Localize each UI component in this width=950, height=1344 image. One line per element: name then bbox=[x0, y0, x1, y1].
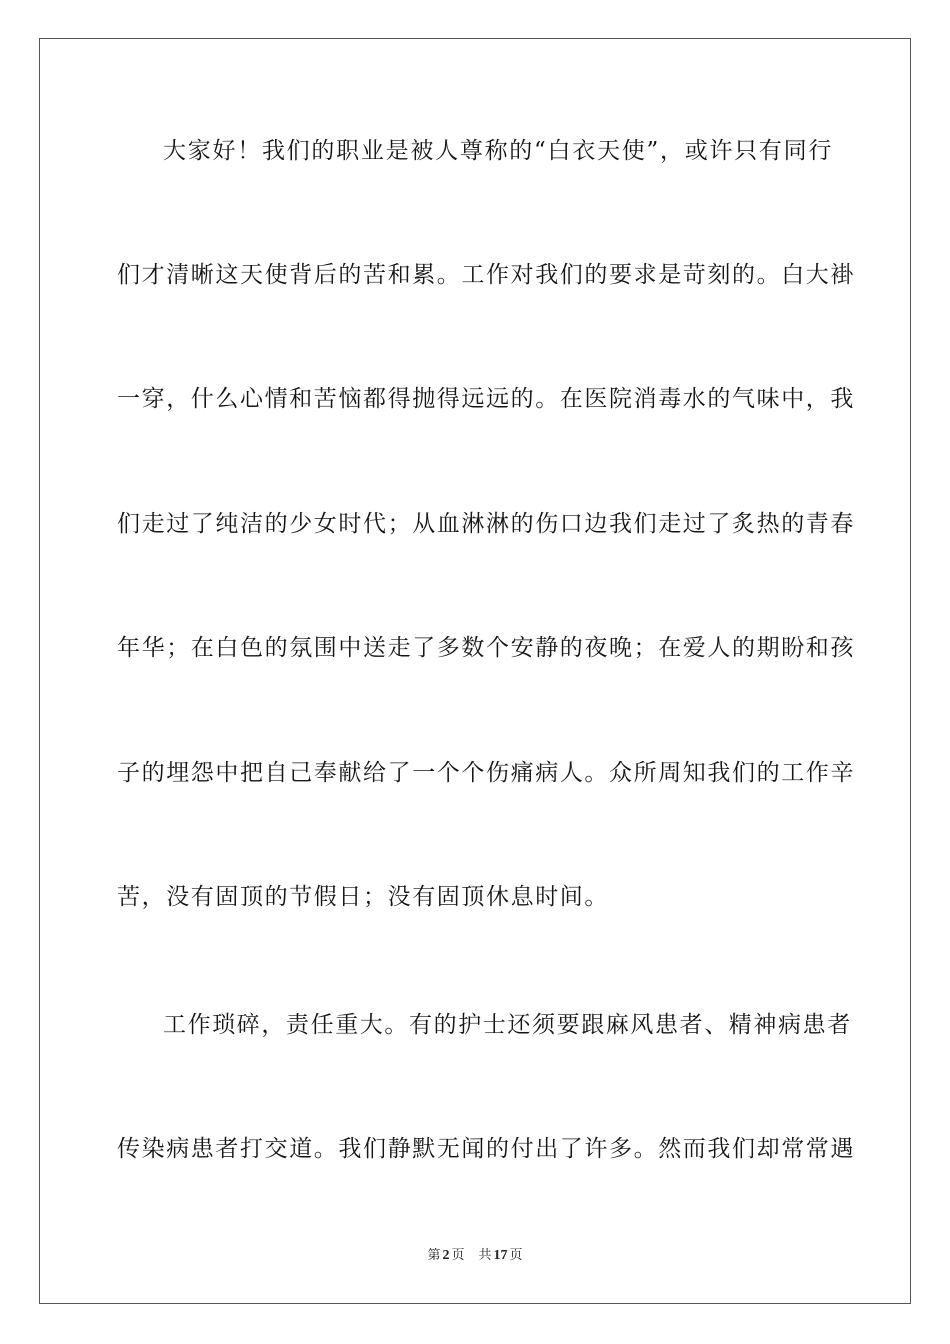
total-prefix: 共 bbox=[478, 1248, 492, 1263]
total-pages: 17 bbox=[493, 1248, 508, 1263]
text-line: 工作琐碎，责任重大。有的护士还须要跟麻风患者、精神病患者 bbox=[163, 1012, 852, 1038]
text-line: 一穿，什么心情和苦恼都得抛得远远的。在医院消毒水的气味中，我 bbox=[117, 386, 855, 412]
text-line: 苦，没有固顶的节假日；没有固顶休息时间。 bbox=[117, 884, 609, 910]
page-number: 2 bbox=[442, 1248, 450, 1263]
text-line: 们才清晰这天使背后的苦和累。工作对我们的要求是苛刻的。白大褂 bbox=[117, 262, 855, 288]
page-prefix: 第 bbox=[427, 1248, 441, 1263]
page-border bbox=[39, 38, 911, 1304]
text-line: 年华；在白色的氛围中送走了多数个安静的夜晚；在爱人的期盼和孩 bbox=[117, 635, 855, 661]
page-footer bbox=[0, 1247, 950, 1265]
text-line: 们走过了纯洁的少女时代；从血淋淋的伤口边我们走过了炙热的青春 bbox=[117, 511, 855, 537]
text-line: 子的埋怨中把自己奉献给了一个个伤痛病人。众所周知我们的工作辛 bbox=[117, 760, 855, 786]
total-suffix: 页 bbox=[509, 1248, 523, 1263]
text-line: 传染病患者打交道。我们静默无闻的付出了许多。然而我们却常常遇 bbox=[117, 1136, 855, 1162]
text-line: 大家好！我们的职业是被人尊称的“白衣天使”，或许只有同行 bbox=[163, 138, 833, 164]
page-suffix: 页 bbox=[451, 1248, 465, 1263]
